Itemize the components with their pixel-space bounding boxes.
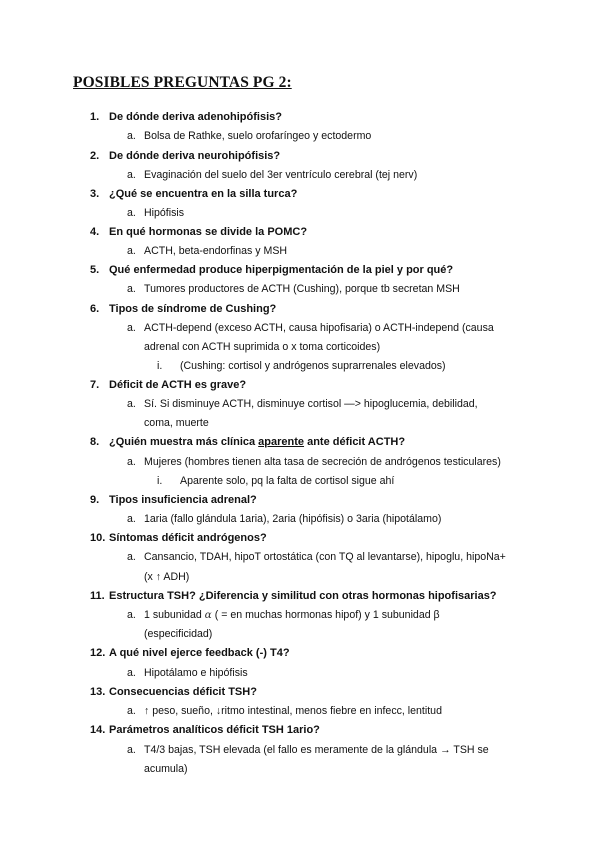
question-number: 4. — [90, 226, 100, 238]
answer-text: Evaginación del suelo del 3er ventrículo cerebral (tej nerv) — [144, 169, 418, 181]
question-text-before: ¿Quién muestra más clínica — [109, 436, 259, 448]
question-text: Tipos insuficiencia adrenal? — [109, 494, 257, 506]
question-text: En qué hormonas se divide la POMC? — [109, 226, 308, 238]
answer-letter: a. — [127, 551, 136, 563]
answer-text: Mujeres (hombres tienen alta tasa de secreción de andrógenos testiculares) — [144, 456, 501, 468]
question-13 — [90, 686, 257, 698]
question-text: Qué enfermedad produce hiperpigmentación de la piel y por qué? — [109, 264, 454, 276]
question-5 — [90, 264, 453, 276]
question-number: 1. — [90, 111, 100, 123]
question-number: 2. — [90, 150, 100, 162]
question-number: 7. — [90, 379, 100, 391]
answer-letter: a. — [127, 744, 136, 756]
answer-11a — [127, 609, 440, 621]
question-number: 5. — [90, 264, 100, 276]
question-text: Estructura TSH? ¿Diferencia y similitud con otras hormonas hipofisarias? — [109, 590, 497, 602]
alpha-symbol: α — [204, 609, 212, 621]
question-14 — [90, 724, 320, 736]
answer-7a-continuation: coma, muerte — [144, 417, 209, 429]
question-number: 10. — [90, 532, 106, 544]
answer-letter: a. — [127, 705, 136, 717]
answer-10a-continuation: (x ↑ ADH) — [144, 571, 190, 583]
answer-3a — [127, 207, 184, 219]
answer-letter: a. — [127, 609, 136, 621]
subanswer-text: (Cushing: cortisol y andrógenos suprarrenales elevados) — [180, 360, 446, 372]
answer-letter: a. — [127, 398, 136, 410]
subanswer-text: Aparente solo, pq la falta de cortisol sigue ahí — [180, 475, 395, 487]
answer-13a — [127, 705, 442, 717]
answer-7a — [127, 398, 478, 410]
answer-text: Sí. Si disminuye ACTH, disminuye cortisol —> hipoglucemia, debilidad, — [144, 398, 478, 410]
answer-text-after: ( = en muchas hormonas hipof) y 1 subunidad β — [211, 609, 440, 621]
answer-4a — [127, 245, 287, 257]
answer-text: Bolsa de Rathke, suelo orofaríngeo y ectodermo — [144, 130, 372, 142]
answer-letter: a. — [127, 130, 136, 142]
question-text: Déficit de ACTH es grave? — [109, 379, 247, 391]
question-1 — [90, 111, 282, 123]
answer-letter: a. — [127, 667, 136, 679]
answer-11a-continuation: (especificidad) — [144, 628, 213, 640]
answer-text: ACTH, beta-endorfinas y MSH — [144, 245, 288, 257]
question-6 — [90, 303, 276, 315]
answer-1a — [127, 130, 371, 142]
question-number: 3. — [90, 188, 100, 200]
question-number: 13. — [90, 686, 106, 698]
question-8 — [90, 436, 405, 448]
question-number: 6. — [90, 303, 100, 315]
answer-5a — [127, 283, 460, 295]
question-text-underlined: aparente — [258, 436, 305, 448]
page-title: POSIBLES PREGUNTAS PG 2: — [73, 74, 292, 91]
question-number: 9. — [90, 494, 100, 506]
answer-letter: a. — [127, 207, 136, 219]
question-text: Parámetros analíticos déficit TSH 1ario? — [109, 724, 320, 736]
answer-12a — [127, 667, 248, 679]
answer-14a — [127, 744, 489, 756]
question-number: 11. — [90, 590, 105, 602]
question-9 — [90, 494, 257, 506]
answer-6a — [127, 322, 494, 334]
answer-letter: a. — [127, 169, 136, 181]
subanswer-numeral: i. — [157, 475, 163, 487]
question-text-after: ante déficit ACTH? — [304, 436, 406, 448]
answer-6a-continuation: adrenal con ACTH suprimida o x toma corticoides) — [144, 341, 381, 353]
answer-letter: a. — [127, 322, 136, 334]
answer-10a — [127, 551, 506, 563]
answer-text: Tumores productores de ACTH (Cushing), porque tb secretan MSH — [144, 283, 460, 295]
question-text: De dónde deriva neurohipófisis? — [109, 150, 281, 162]
question-4 — [90, 226, 307, 238]
answer-text-before: 1 subunidad — [144, 609, 205, 621]
answer-2a — [127, 169, 417, 181]
answer-text: T4/3 bajas, TSH elevada (el fallo es meramente de la glándula → TSH se — [144, 744, 489, 756]
answer-8a-i — [157, 475, 394, 487]
question-text: Tipos de síndrome de Cushing? — [109, 303, 277, 315]
answer-text: Cansancio, TDAH, hipoT ortostática (con TQ al levantarse), hipoglu, hipoNa+ — [144, 551, 506, 563]
question-3 — [90, 188, 297, 200]
question-11 — [90, 590, 497, 602]
question-10 — [90, 532, 267, 544]
answer-text: Hipotálamo e hipófisis — [144, 667, 248, 679]
question-text: ¿Qué se encuentra en la silla turca? — [109, 188, 298, 200]
answer-9a — [127, 513, 441, 525]
question-2 — [90, 150, 280, 162]
question-text: Consecuencias déficit TSH? — [109, 686, 257, 698]
answer-text: Hipófisis — [144, 207, 185, 219]
question-text: De dónde deriva adenohipófisis? — [109, 111, 282, 123]
answer-letter: a. — [127, 283, 136, 295]
answer-letter: a. — [127, 513, 136, 525]
question-text: A qué nivel ejerce feedback (-) T4? — [109, 647, 290, 659]
answer-14a-continuation: acumula) — [144, 763, 188, 775]
answer-letter: a. — [127, 456, 136, 468]
question-number: 12. — [90, 647, 106, 659]
question-number: 14. — [90, 724, 106, 736]
answer-text: ACTH-depend (exceso ACTH, causa hipofisaria) o ACTH-independ (causa — [144, 322, 494, 334]
question-7 — [90, 379, 246, 391]
subanswer-numeral: i. — [157, 360, 163, 372]
answer-text: ↑ peso, sueño, ↓ritmo intestinal, menos fiebre en infecc, lentitud — [144, 705, 442, 717]
question-text: Síntomas déficit andrógenos? — [109, 532, 267, 544]
answer-8a — [127, 456, 501, 468]
question-12 — [90, 647, 290, 659]
answer-text: 1aria (fallo glándula 1aria), 2aria (hipófisis) o 3aria (hipotálamo) — [144, 513, 442, 525]
answer-letter: a. — [127, 245, 136, 257]
question-number: 8. — [90, 436, 100, 448]
answer-6a-i — [157, 360, 446, 372]
